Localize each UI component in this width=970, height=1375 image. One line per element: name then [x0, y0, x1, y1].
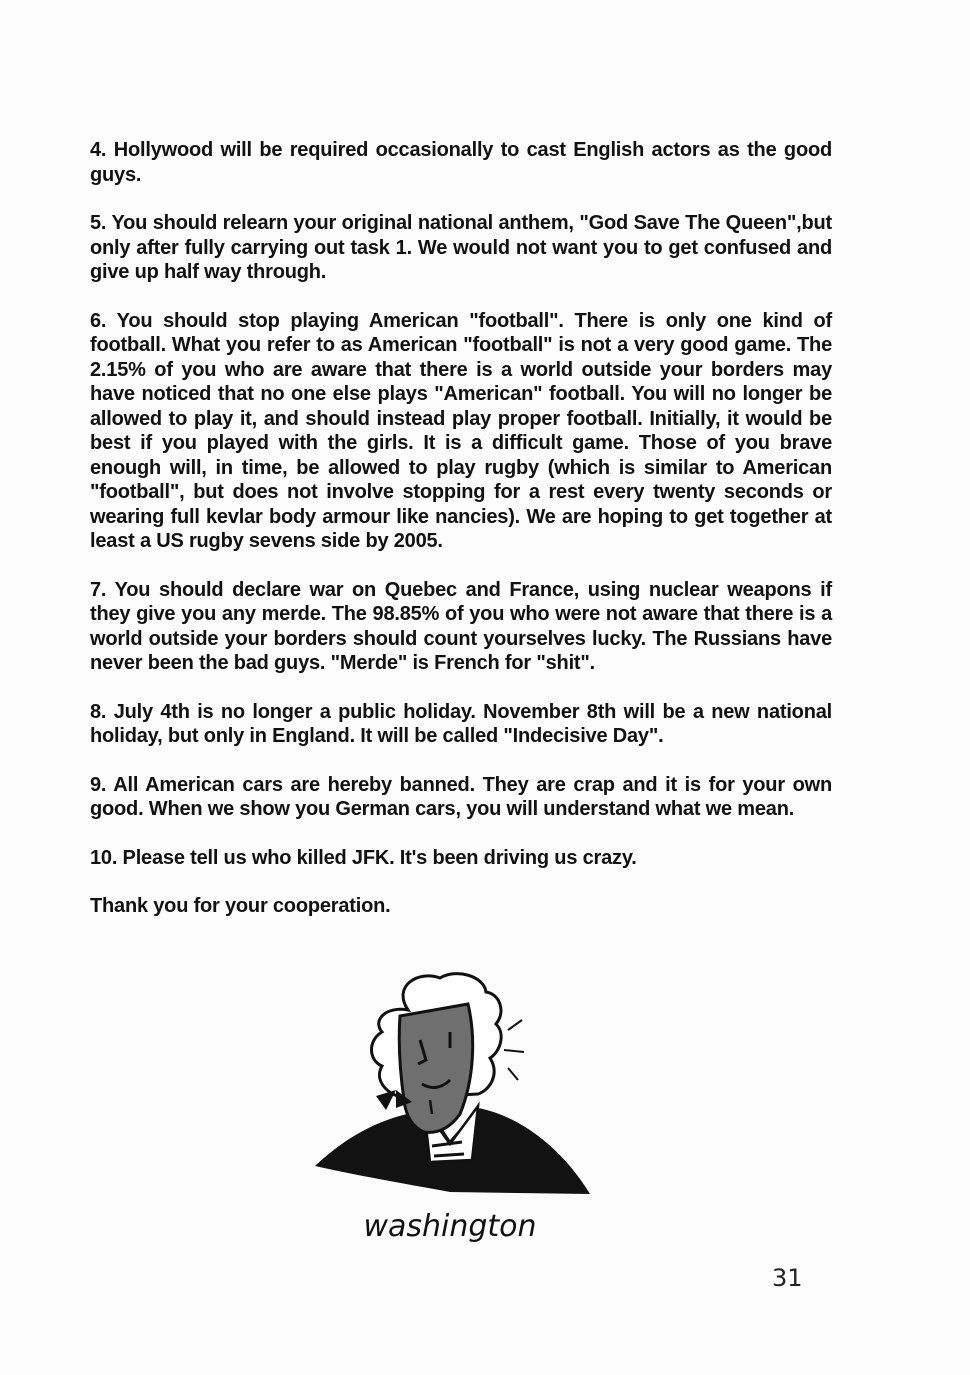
paragraph-item-10: 10. Please tell us who killed JFK. It's been driving us crazy.: [90, 846, 637, 869]
page-number: 31: [772, 1264, 803, 1292]
illustration-caption: washington: [363, 1209, 537, 1244]
washington-caricature: [300, 968, 600, 1248]
paragraph-item-6: 6. You should stop playing American "football". There is only one kind of football. What you refer to as American "football" is not a very good game. The 2.15% of you who are aware that there is a world outside your borders may have noticed that no one else plays "American" football. You will no longer be allowed to play it, and should instead play proper football. Initially, it would be best if you played with the girls. It is a difficult game. Those of you brave enough will, in time, be allowed to play rugby (which is similar to American "football", but does not involve stopping for a rest every twenty seconds or wearing full kevlar body armour like nancies). We are hoping to get together at least a US rugby sevens side by 2005.: [90, 309, 832, 552]
paragraph-item-4: 4. Hollywood will be required occasionally to cast English actors as the good guys.: [90, 139, 832, 186]
cravat-line-2: [434, 1154, 464, 1156]
face-shape: [399, 1004, 472, 1132]
paragraph-item-7: 7. You should declare war on Quebec and France, using nuclear weapons if they give you any merde. The 98.85% of you who were not aware that there is a world outside your borders should count yourselves lucky. The Russians have never been the bad guys. "Merde" is French for "shit".: [90, 578, 832, 674]
motion-mark-2: [504, 1050, 524, 1052]
page-body-text: [90, 138, 832, 943]
motion-mark-3: [508, 1068, 518, 1080]
motion-mark-1: [508, 1020, 522, 1030]
closing-line: Thank you for your cooperation.: [90, 895, 391, 917]
paragraph-item-8: 8. July 4th is no longer a public holiday. November 8th will be a new national holiday, but only in England. It will be called "Indecisive Day".: [90, 700, 832, 747]
paragraph-item-9: 9. All American cars are hereby banned. They are crap and it is for your own good. When we show you German cars, you will understand what we mean.: [90, 773, 832, 820]
paragraph-item-5: 5. You should relearn your original national anthem, "God Save The Queen",but only after fully carrying out task 1. We would not want you to get confused and give up half way through.: [90, 212, 832, 283]
